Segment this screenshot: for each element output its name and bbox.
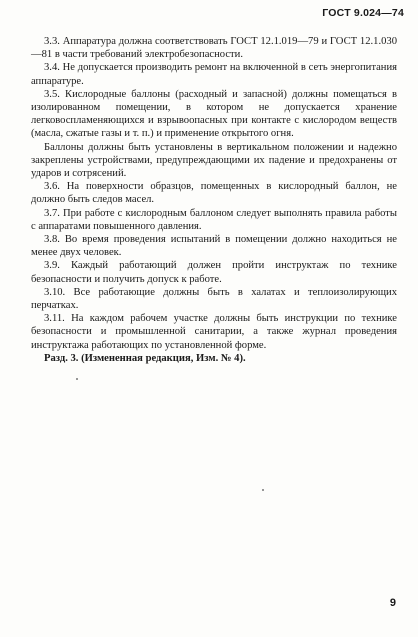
paragraph-3-5: 3.5. Кислородные баллоны (расходный и запасной) должны помещаться в изолированном помещении, в котором не допускается хранение легковоспламеняющихся и взрывоопасных при контакте с кислородом веществ (масла, сжатые газы и т. п.) и применение открытого огня. (31, 88, 397, 140)
page-number: 9 (389, 597, 396, 609)
scan-speck (262, 489, 264, 491)
paragraph-3-8: 3.8. Во время проведения испытаний в помещении должно находиться не менее двух человек. (31, 234, 397, 259)
paragraph-3-9: 3.9. Каждый работающий должен пройти инструктаж по технике безопасности и получить допуск к работе. (31, 260, 397, 285)
amendment-note: Разд. 3. (Измененная редакция, Изм. № 4). (44, 352, 246, 364)
paragraph-3-3: 3.3. Аппаратура должна соответствовать ГОСТ 12.1.019—79 и ГОСТ 12.1.030—81 в части требований электробезопасности. (31, 36, 397, 61)
paragraph-3-4: 3.4. Не допускается производить ремонт на включенной в сеть энергопитания аппаратуре. (31, 62, 397, 87)
paragraph-3-10: 3.10. Все работающие должны быть в халатах и теплоизолирующих перчатках. (31, 286, 397, 312)
paragraph-3-7: 3.7. При работе с кислородным баллоном следует выполнять правила работы с аппаратами повышенного давления. (31, 207, 397, 232)
scan-speck (76, 378, 78, 380)
document-body (31, 35, 397, 365)
paragraph-3-6: 3.6. На поверхности образцов, помещенных в кислородный баллон, не должно быть следов масел. (31, 181, 397, 206)
standard-header: ГОСТ 9.024—74 (322, 7, 404, 19)
paragraph-3-5-cylinders: Баллоны должны быть установлены в вертикальном положении и надежно закреплены устройствами, предупреждающими их падение и предохранены от ударов и сотрясений. (31, 141, 397, 180)
paragraph-3-11: 3.11. На каждом рабочем участке должны быть инструкции по технике безопасности и промышленной санитарии, а также журнал проведения инструктажа работающих по установленной форме. (31, 313, 397, 351)
